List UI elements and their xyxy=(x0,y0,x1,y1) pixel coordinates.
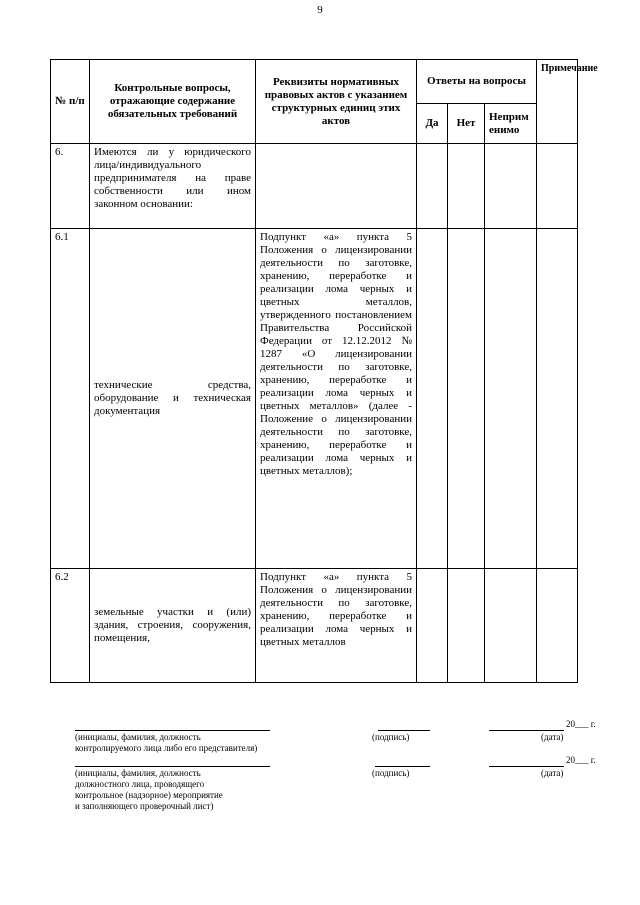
row-num: 6.2 xyxy=(51,569,90,683)
row-num: 6. xyxy=(51,144,90,229)
date-line[interactable] xyxy=(489,766,564,767)
header-no: Нет xyxy=(448,104,485,144)
header-acts: Реквизиты нормативных правовых актов с указанием структурных единиц этих актов xyxy=(256,60,417,144)
date-year: 20___ г. xyxy=(566,755,596,765)
header-answers: Ответы на вопросы xyxy=(417,60,537,104)
row-num: 6.1 xyxy=(51,229,90,569)
signature-line[interactable] xyxy=(375,766,430,767)
header-num: № п/п xyxy=(51,60,90,144)
name-caption: контрольное (надзорное) мероприятие xyxy=(75,790,223,800)
name-caption: (инициалы, фамилия, должность xyxy=(75,768,201,778)
row-act: Подпункт «а» пункта 5 Положения о лицензировании деятельности по заготовке, хранению, переработке и реализации лома черных и цветных металлов xyxy=(256,569,417,683)
name-caption: контролируемого лица либо его представителя) xyxy=(75,743,258,753)
row-act: Подпункт «а» пункта 5 Положения о лицензировании деятельности по заготовке, хранению, переработке и реализации лома черных и цветных металлов, утвержденного постановлением Правительства Российской Федерации от 12.12.2012 № 1287 «О лицензировании деятельности по заготовке, хранению, переработке и реализации лома черных и цветных металлов» (далее - Положение о лицензировании деятельности по заготовке, хранению, переработке и реализации лома черных и цветных металлов); xyxy=(256,229,417,569)
date-caption: (дата) xyxy=(541,768,564,778)
date-line[interactable] xyxy=(489,730,564,731)
name-line[interactable] xyxy=(75,730,270,731)
name-caption: должностного лица, проводящего xyxy=(75,779,205,789)
signature-line[interactable] xyxy=(378,730,430,731)
signature-caption: (подпись) xyxy=(372,732,410,742)
header-na: Неприм енимо xyxy=(485,104,537,144)
row-question: земельные участки и (или) здания, строения, сооружения, помещения, xyxy=(90,569,256,683)
name-line[interactable] xyxy=(75,766,270,767)
page-number: 9 xyxy=(317,4,323,16)
signature-caption: (подпись) xyxy=(372,768,410,778)
header-note: Примечание xyxy=(537,60,578,144)
date-year: 20___ г. xyxy=(566,719,596,729)
row-question: технические средства, оборудование и техническая документация xyxy=(90,229,256,569)
header-questions: Контрольные вопросы, отражающие содержание обязательных требований xyxy=(90,60,256,144)
name-caption: и заполняющего проверочный лист) xyxy=(75,801,214,811)
name-caption: (инициалы, фамилия, должность xyxy=(75,732,201,742)
header-yes: Да xyxy=(417,104,448,144)
date-caption: (дата) xyxy=(541,732,564,742)
row-question: Имеются ли у юридического лица/индивидуального предпринимателя на праве собственности или ином законном основании: xyxy=(90,144,256,229)
